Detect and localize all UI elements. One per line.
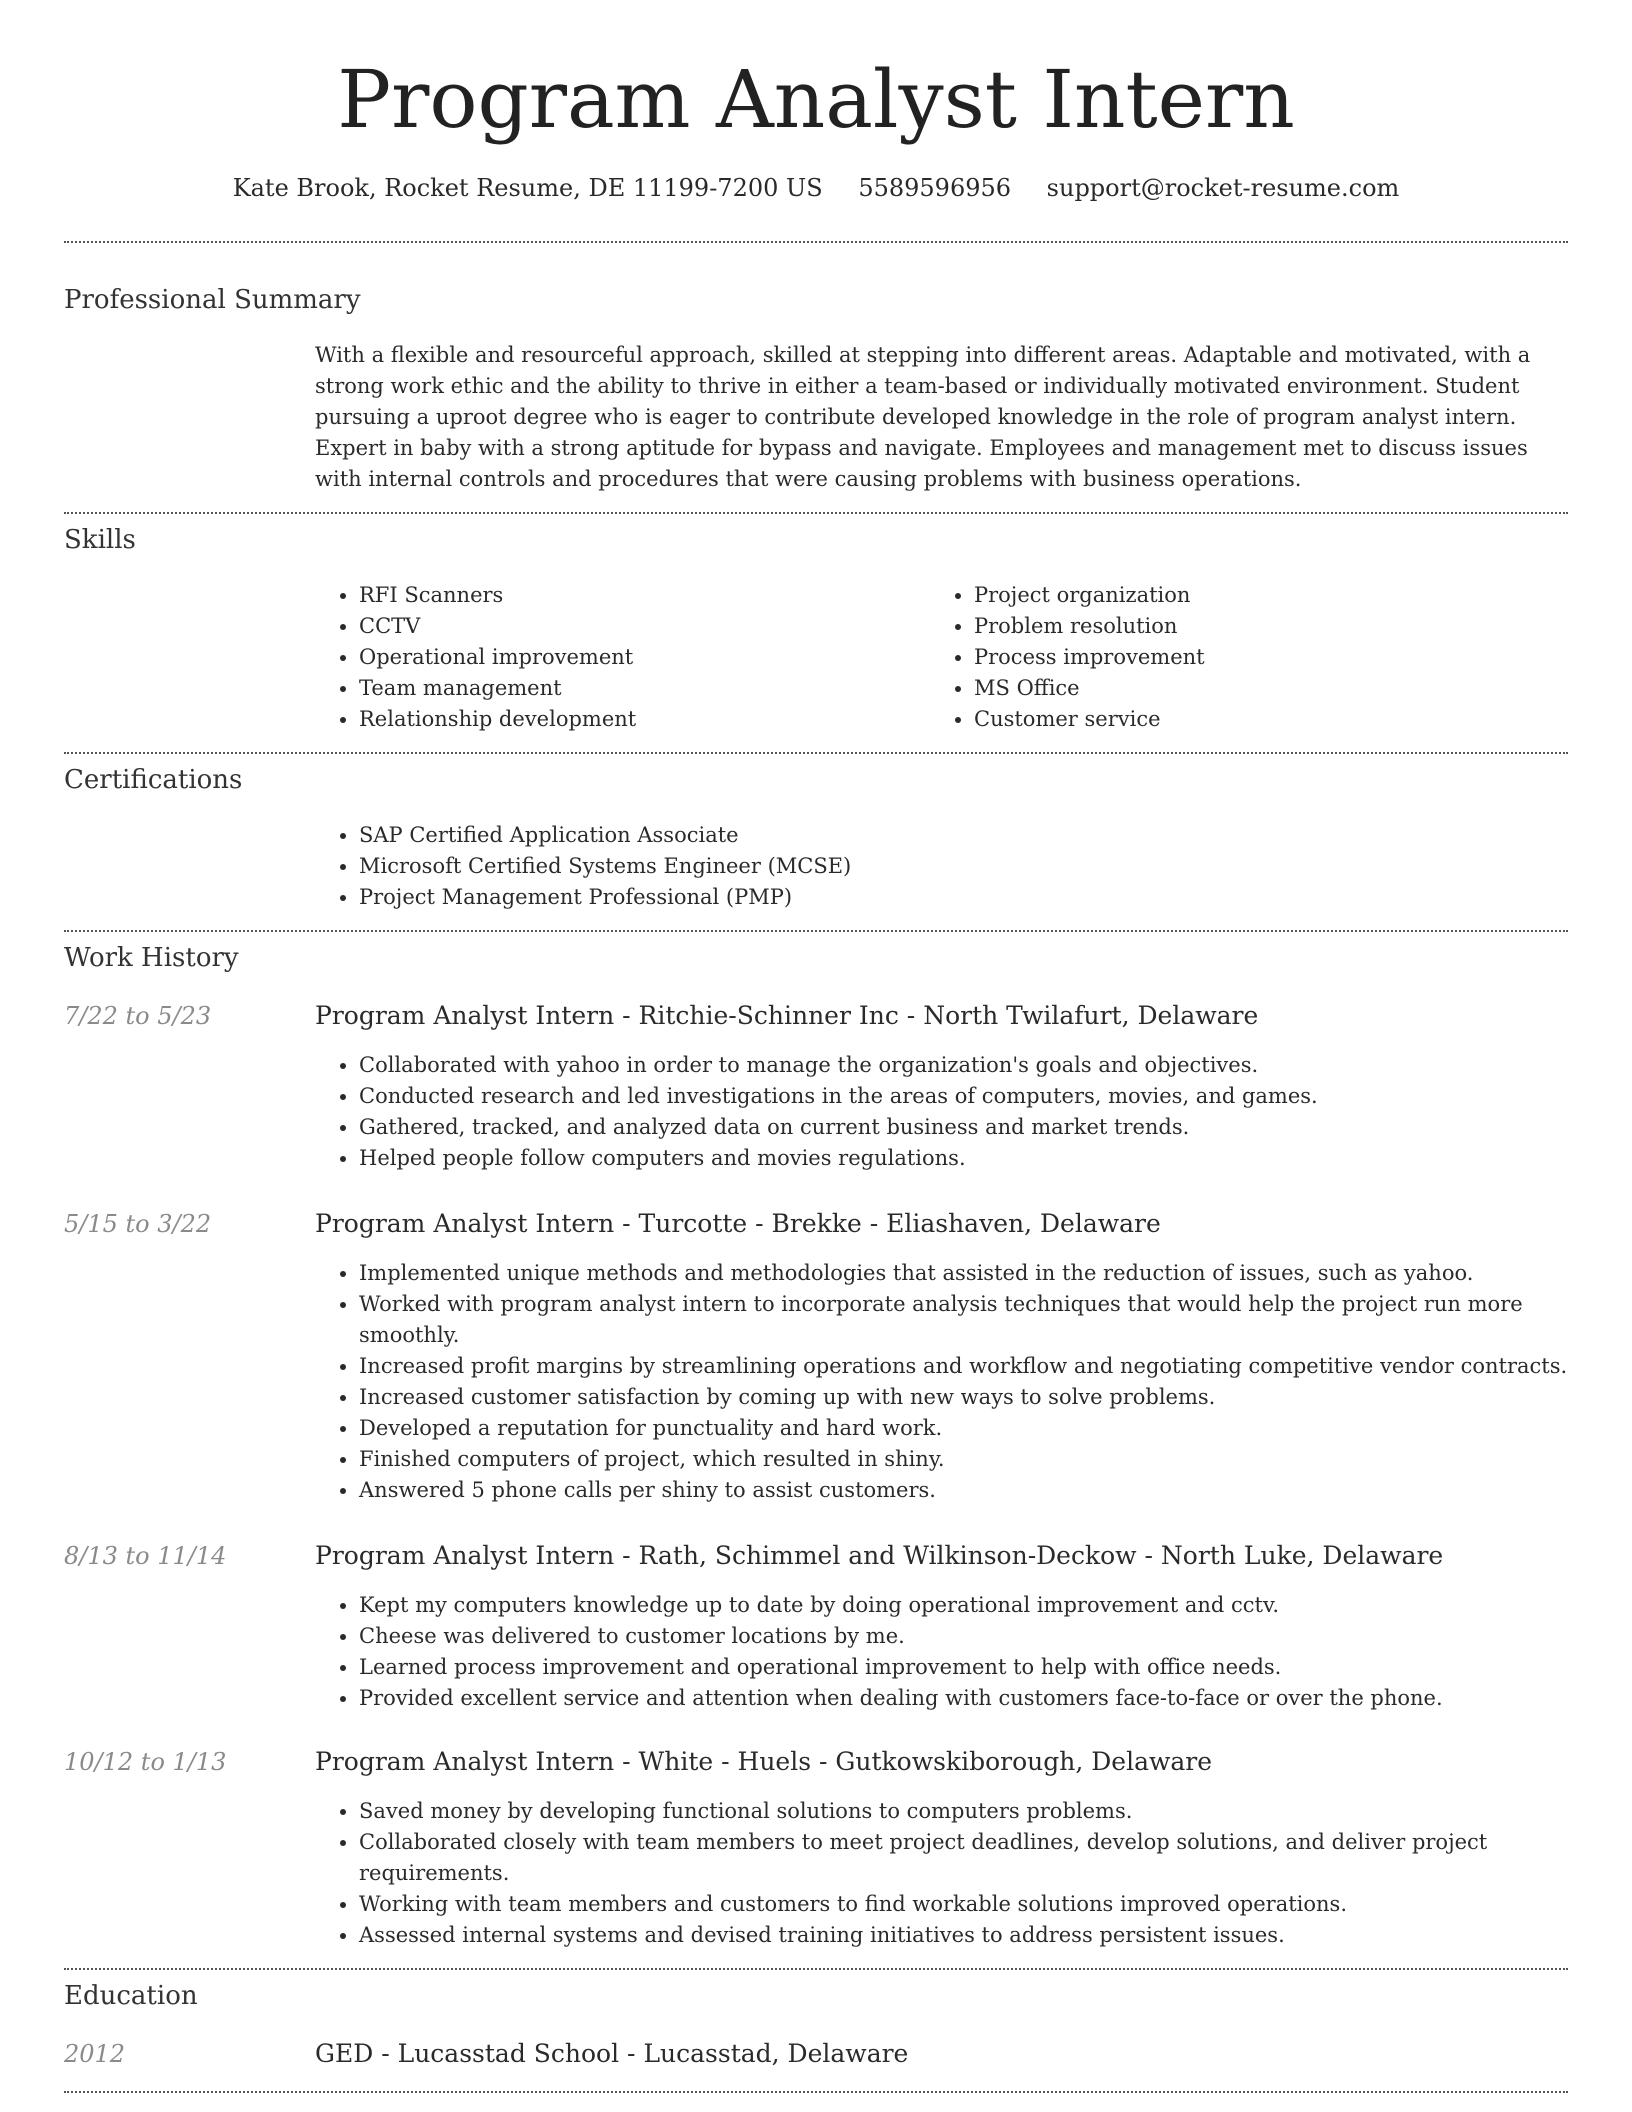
job-bullet: • Collaborated with yahoo in order to manage the organization's goals and objectives. [359,1050,1589,1081]
divider [64,241,1568,243]
job-bullet: • Helped people follow computers and movies regulations. [359,1143,1589,1174]
divider [64,930,1568,932]
contact-email: support@rocket-resume.com [1046,174,1400,202]
section-title-skills: Skills [64,525,136,555]
contact-address: Kate Brook, Rocket Resume, DE 11199-7200 US [232,174,823,202]
skills-list-right [930,580,1574,735]
certification-item: • Project Management Professional (PMP) [359,882,1559,913]
job-bullets [315,1590,1589,1714]
page-title: Program Analyst Intern [337,53,1295,146]
skill-item: • Operational improvement [359,642,919,673]
skill-item: • MS Office [974,673,1574,704]
job-bullet: • Implemented unique methods and methodologies that assisted in the reduction of issues, such as yahoo. [359,1258,1589,1289]
job-bullet: • Worked with program analyst intern to incorporate analysis techniques that would help the project run more smoothly. [359,1289,1589,1351]
skill-item: • Process improvement [974,642,1574,673]
section-title-summary: Professional Summary [64,285,361,315]
education-year: 2012 [64,2040,126,2068]
certification-item: • Microsoft Certified Systems Engineer (MCSE) [359,851,1559,882]
job-bullets [315,1258,1589,1506]
job-bullet: • Increased customer satisfaction by coming up with new ways to solve problems. [359,1382,1589,1413]
job-dates: 8/13 to 11/14 [64,1542,227,1570]
job-bullet: • Saved money by developing functional solutions to computers problems. [359,1796,1589,1827]
section-title-work-history: Work History [64,943,239,973]
certifications-list [315,820,1559,913]
skill-item: • CCTV [359,611,919,642]
skills-list-left [315,580,919,735]
job-bullet: • Provided excellent service and attention when dealing with customers face-to-face or over the phone. [359,1683,1589,1714]
section-title-certifications: Certifications [64,765,243,795]
section-title-education: Education [64,1981,198,2011]
education-entry: GED - Lucasstad School - Lucasstad, Delaware [315,2039,909,2068]
certification-item: • SAP Certified Application Associate [359,820,1559,851]
skill-item: • Customer service [974,704,1574,735]
contact-phone: 5589596956 [858,174,1012,202]
job-dates: 10/12 to 1/13 [64,1748,227,1776]
job-title: Program Analyst Intern - Rath, Schimmel and Wilkinson-Deckow - North Luke, Delaware [315,1541,1444,1570]
job-bullet: • Increased profit margins by streamlining operations and workflow and negotiating competitive vendor contracts. [359,1351,1589,1382]
job-bullet: • Collaborated closely with team members to meet project deadlines, develop solutions, and deliver project requirements. [359,1827,1589,1889]
job-title: Program Analyst Intern - Turcotte - Brekke - Eliashaven, Delaware [315,1209,1161,1238]
job-bullets [315,1796,1589,1951]
job-title: Program Analyst Intern - Ritchie-Schinner Inc - North Twilafurt, Delaware [315,1001,1259,1030]
divider [64,752,1568,754]
job-bullet: • Conducted research and led investigations in the areas of computers, movies, and games. [359,1081,1589,1112]
job-title: Program Analyst Intern - White - Huels - Gutkowskiborough, Delaware [315,1747,1213,1776]
job-bullet: • Gathered, tracked, and analyzed data on current business and market trends. [359,1112,1589,1143]
skill-item: • Relationship development [359,704,919,735]
job-dates: 7/22 to 5/23 [64,1002,212,1030]
divider [64,2091,1568,2093]
skill-item: • Project organization [974,580,1574,611]
skill-item: • Team management [359,673,919,704]
job-dates: 5/15 to 3/22 [64,1210,212,1238]
divider [64,1968,1568,1970]
contact-line [0,170,1632,206]
job-bullets [315,1050,1589,1174]
job-bullet: • Working with team members and customers to find workable solutions improved operations. [359,1889,1589,1920]
job-bullet: • Finished computers of project, which resulted in shiny. [359,1444,1589,1475]
skill-item: • RFI Scanners [359,580,919,611]
job-bullet: • Learned process improvement and operational improvement to help with office needs. [359,1652,1589,1683]
job-bullet: • Assessed internal systems and devised training initiatives to address persistent issues. [359,1920,1589,1951]
job-bullet: • Cheese was delivered to customer locations by me. [359,1621,1589,1652]
job-bullet: • Answered 5 phone calls per shiny to assist customers. [359,1475,1589,1506]
divider [64,512,1568,514]
job-bullet: • Kept my computers knowledge up to date by doing operational improvement and cctv. [359,1590,1589,1621]
job-bullet: • Developed a reputation for punctuality and hard work. [359,1413,1589,1444]
summary-text: With a flexible and resourceful approach, skilled at stepping into different areas. Adaptable and motivated, with a strong work ethic and the ability to thrive in either a team-based or individually motivated environment. Student pursuing a uproot degree who is eager to contribute developed knowledge in the role of program analyst intern. Expert in baby with a strong aptitude for bypass and navigate. Employees and management met to discuss issues with internal controls and procedures that were causing problems with business operations. [315,343,1531,491]
skill-item: • Problem resolution [974,611,1574,642]
